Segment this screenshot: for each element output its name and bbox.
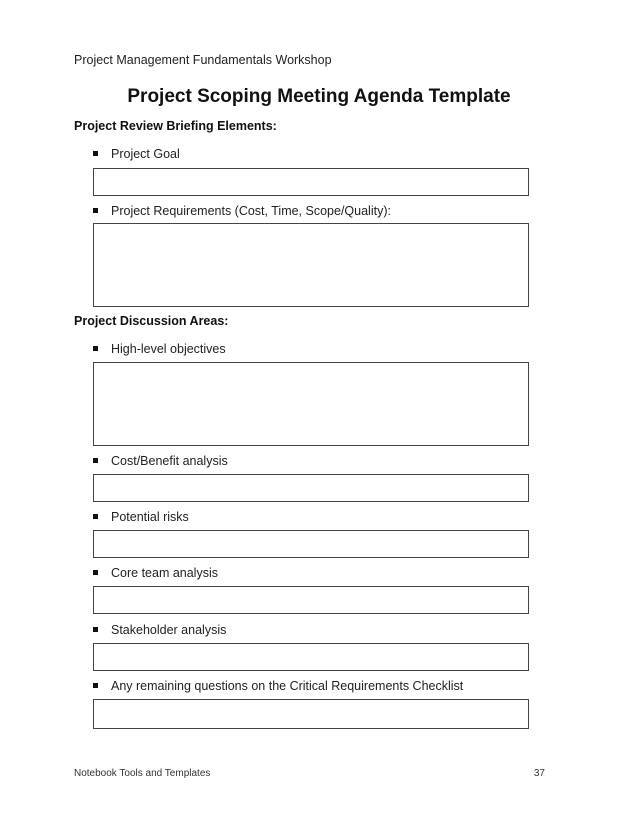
bullet-icon bbox=[93, 683, 98, 688]
list-item-project-requirements bbox=[93, 204, 391, 218]
list-item-remaining-questions bbox=[93, 679, 463, 693]
high-level-objectives-field[interactable] bbox=[93, 362, 529, 446]
bullet-icon bbox=[93, 151, 98, 156]
bullet-icon bbox=[93, 458, 98, 463]
list-item-label: Stakeholder analysis bbox=[111, 623, 227, 637]
section-heading-discussion-areas: Project Discussion Areas: bbox=[74, 314, 229, 328]
list-item-cost-benefit-analysis bbox=[93, 454, 228, 468]
footer-text: Notebook Tools and Templates bbox=[74, 768, 211, 779]
page-number: 37 bbox=[533, 768, 545, 779]
list-item-label: Core team analysis bbox=[111, 566, 218, 580]
project-requirements-field[interactable] bbox=[93, 223, 529, 307]
project-goal-field[interactable] bbox=[93, 168, 529, 196]
bullet-icon bbox=[93, 514, 98, 519]
list-item-label: Project Requirements (Cost, Time, Scope/Quality): bbox=[111, 204, 391, 218]
list-item-project-goal bbox=[93, 147, 180, 161]
core-team-analysis-field[interactable] bbox=[93, 586, 529, 614]
stakeholder-analysis-field[interactable] bbox=[93, 643, 529, 671]
remaining-questions-field[interactable] bbox=[93, 699, 529, 729]
list-item-high-level-objectives bbox=[93, 342, 226, 356]
list-item-potential-risks bbox=[93, 510, 189, 524]
list-item-label: Project Goal bbox=[111, 147, 180, 161]
page-header: Project Management Fundamentals Workshop bbox=[74, 53, 332, 67]
section-heading-review-briefing: Project Review Briefing Elements: bbox=[74, 119, 277, 133]
bullet-icon bbox=[93, 208, 98, 213]
cost-benefit-analysis-field[interactable] bbox=[93, 474, 529, 502]
list-item-core-team-analysis bbox=[93, 566, 218, 580]
list-item-label: Any remaining questions on the Critical Requirements Checklist bbox=[111, 679, 464, 693]
bullet-icon bbox=[93, 570, 98, 575]
list-item-label: Cost/Benefit analysis bbox=[111, 454, 228, 468]
page-title: Project Scoping Meeting Agenda Template bbox=[127, 86, 511, 107]
bullet-icon bbox=[93, 627, 98, 632]
bullet-icon bbox=[93, 346, 98, 351]
list-item-label: High-level objectives bbox=[111, 342, 226, 356]
list-item-stakeholder-analysis bbox=[93, 623, 226, 637]
potential-risks-field[interactable] bbox=[93, 530, 529, 558]
list-item-label: Potential risks bbox=[111, 510, 189, 524]
